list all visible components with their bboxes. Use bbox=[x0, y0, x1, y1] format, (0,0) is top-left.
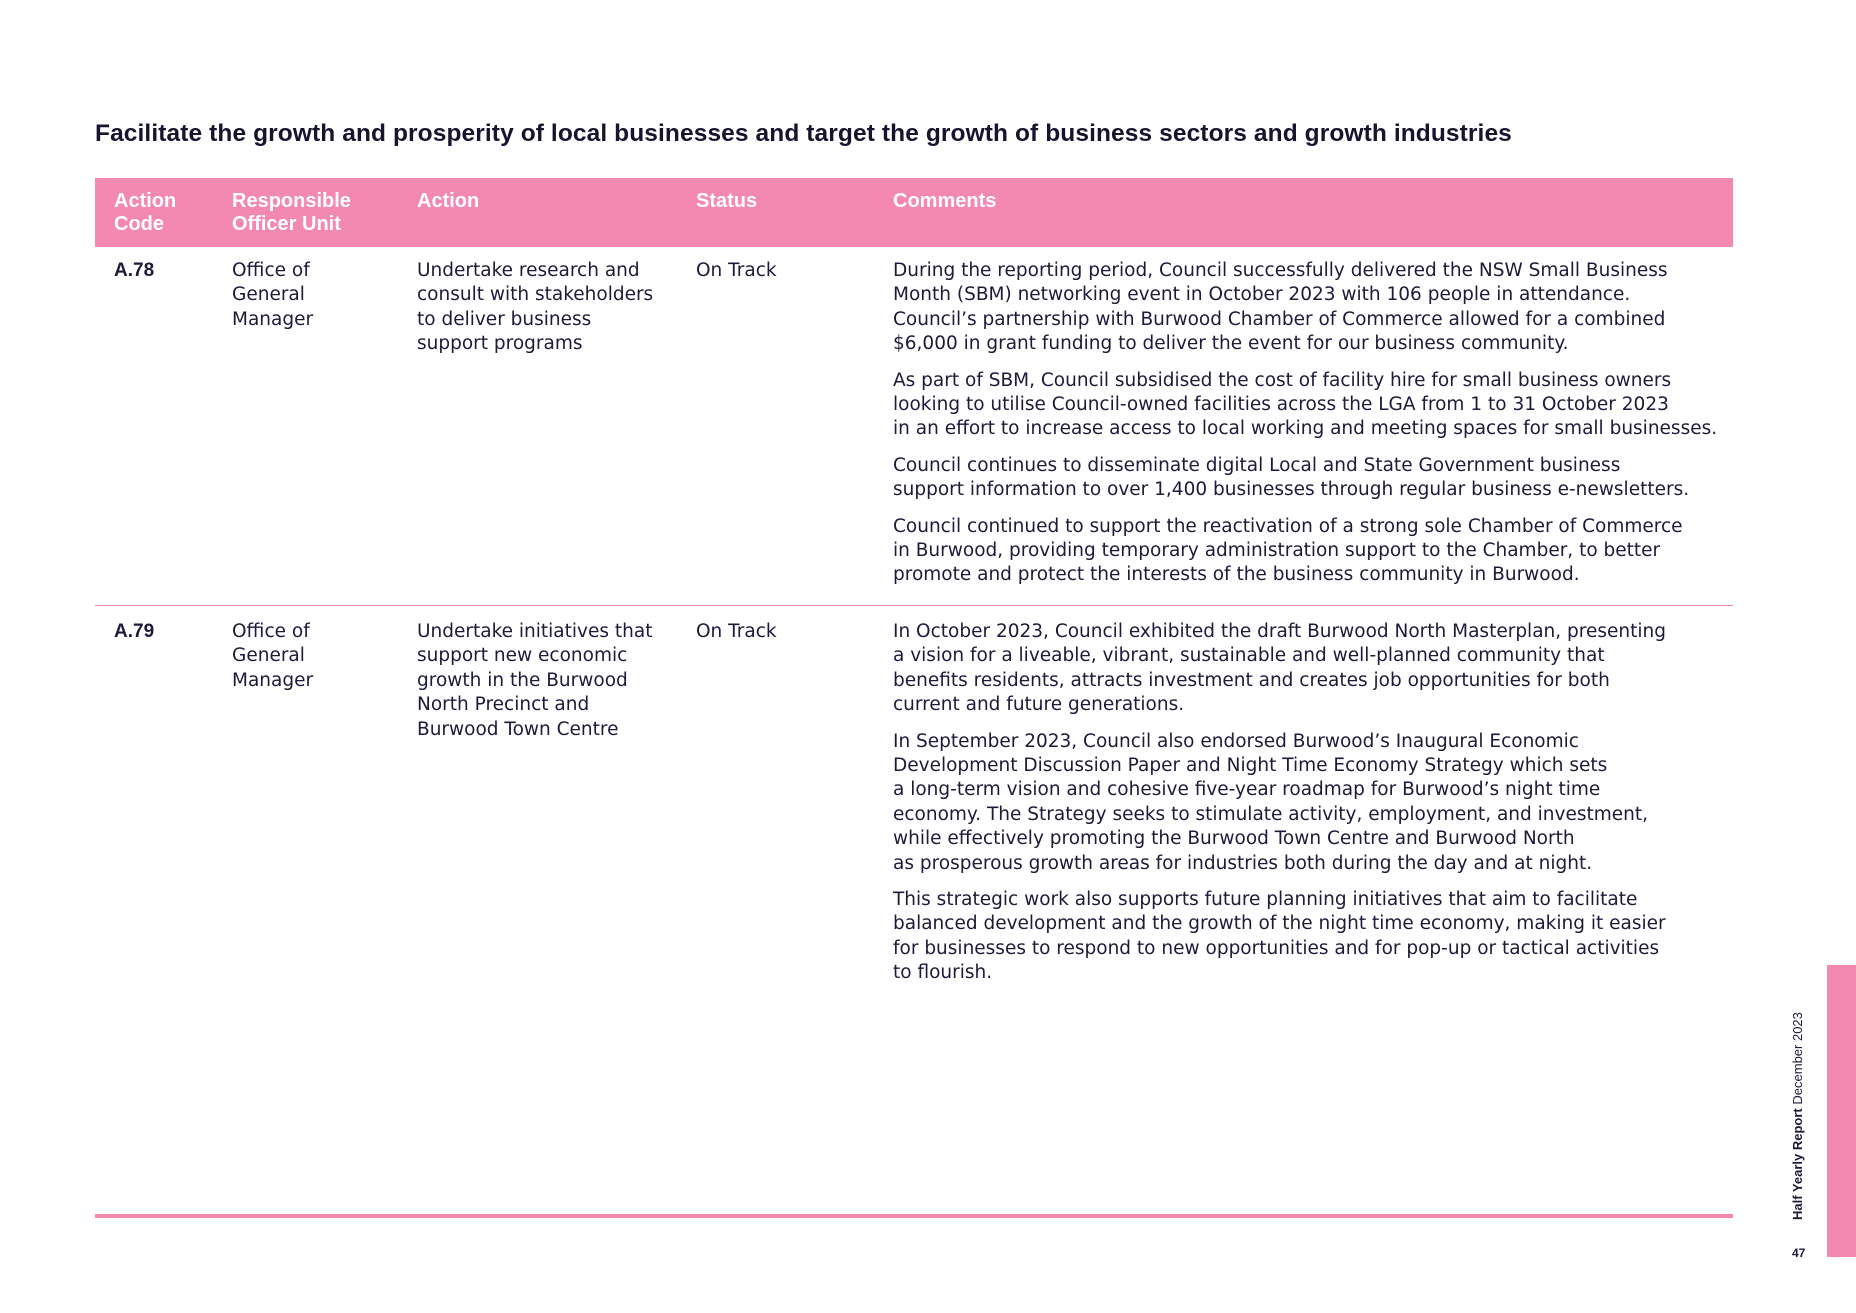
actions-table bbox=[95, 178, 1733, 998]
side-tab-marker bbox=[1827, 965, 1856, 1257]
comment-paragraph: During the reporting period, Council successfully delivered the NSW Small Business Month (SBM) networking event in October 2023 with 106 people in attendance. Council’s partnership with Burwood Chamber of Commerce allowed for a combined $6,000 in grant funding to deliver the event for our business community. bbox=[893, 260, 1668, 355]
report-label bbox=[1790, 1012, 1805, 1220]
report-title: Half Yearly Report bbox=[1790, 1108, 1805, 1220]
action-description: Undertake initiatives that support new economic growth in the Burwood North Precinct and Burwood Town Centre bbox=[417, 621, 653, 740]
comment-paragraph: Council continued to support the reactivation of a strong sole Chamber of Commerce in Burwood, providing temporary administration support to the Chamber, to better promote and protect the interests of the business community in Burwood. bbox=[893, 515, 1683, 586]
comment-paragraph: In September 2023, Council also endorsed Burwood’s Inaugural Economic Development Discussion Paper and Night Time Economy Strategy which sets a long-term vision and cohesive five-year roadmap for Burwood’s night time economy. The Strategy seeks to stimulate activity, employment, and investment, while effectively promoting the Burwood Town Centre and Burwood North as prosperous growth areas for industries both during the day and at night. bbox=[893, 730, 1648, 874]
comments bbox=[874, 259, 1733, 605]
status: On Track bbox=[696, 621, 777, 642]
table-row bbox=[95, 247, 1733, 606]
page-number: 47 bbox=[1792, 1246, 1806, 1260]
comment-paragraph: This strategic work also supports future planning initiatives that aim to facilitate balanced development and the growth of the night time economy, making it easier for businesses to respond to new opportunities and for pop-up or tactical activities to flourish. bbox=[893, 889, 1666, 984]
table-header bbox=[95, 178, 1733, 247]
header-comments: Comments bbox=[893, 190, 997, 212]
comment-paragraph: As part of SBM, Council subsidised the cost of facility hire for small business owners looking to utilise Council-owned facilities across the LGA from 1 to 31 October 2023 in an effort to increase access to local working and meeting spaces for small businesses. bbox=[893, 369, 1718, 440]
header-action: Action bbox=[417, 190, 480, 212]
page-heading: Facilitate the growth and prosperity of local businesses and target the growth of business sectors and growth industries bbox=[95, 120, 1512, 147]
comment-paragraph: In October 2023, Council exhibited the draft Burwood North Masterplan, presenting a vision for a liveable, vibrant, sustainable and well-planned community that benefits residents, attracts investment and creates job opportunities for both current and future generations. bbox=[893, 621, 1666, 716]
responsible-officer-unit: Office of General Manager bbox=[232, 260, 314, 330]
status: On Track bbox=[696, 260, 777, 281]
action-code: A.78 bbox=[114, 260, 155, 281]
comment-paragraph: Council continues to disseminate digital Local and State Government business support information to over 1,400 businesses through regular business e-newsletters. bbox=[893, 454, 1690, 501]
comments bbox=[874, 620, 1733, 998]
action-code: A.79 bbox=[114, 621, 155, 642]
header-responsible-officer-unit: Responsible Officer Unit bbox=[232, 190, 351, 235]
table-row bbox=[95, 606, 1733, 998]
header-status: Status bbox=[696, 190, 758, 212]
action-description: Undertake research and consult with stakeholders to deliver business support programs bbox=[417, 260, 654, 355]
table-bottom-rule bbox=[95, 1214, 1733, 1218]
header-action-code: Action Code bbox=[114, 190, 177, 235]
responsible-officer-unit: Office of General Manager bbox=[232, 621, 314, 691]
report-period: December 2023 bbox=[1790, 1012, 1805, 1105]
